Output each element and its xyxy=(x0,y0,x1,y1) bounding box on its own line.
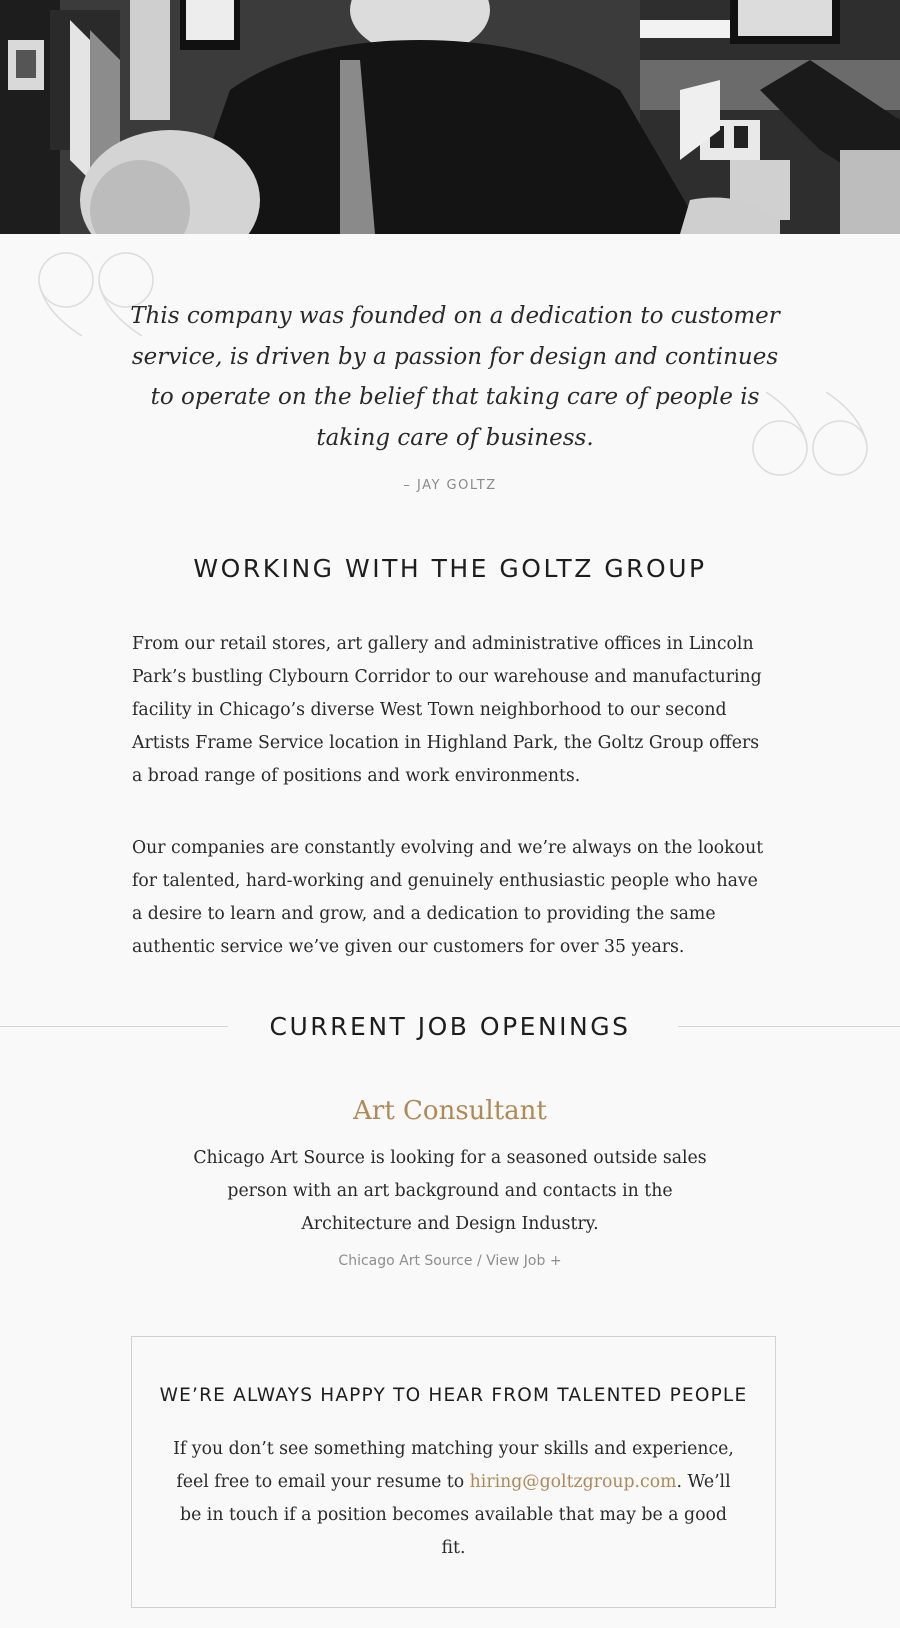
openings-heading xyxy=(0,1012,900,1044)
contact-box xyxy=(131,1336,776,1608)
divider-right xyxy=(678,1026,900,1027)
email-link[interactable]: hiring@goltzgroup.com xyxy=(469,1472,677,1492)
job-company: Chicago Art Source xyxy=(338,1253,473,1269)
plus-icon: + xyxy=(549,1253,562,1269)
contact-text xyxy=(172,1433,735,1565)
job-description: Chicago Art Source is looking for a seasoned outside sales person with an art background and contacts in the Architecture and Design Industry. xyxy=(193,1148,707,1234)
contact-text-before: If you don’t see something matching your skills and experience, feel free to email your resume to xyxy=(173,1439,734,1492)
photo-of-framer-in-shop xyxy=(0,0,900,234)
quote-text: This company was founded on a dedication to customer service, is driven by a passion for design and continues to operate on the belief that taking care of people is taking care of business. xyxy=(130,303,780,451)
view-job-link[interactable] xyxy=(486,1253,561,1269)
working-paragraph-2: Our companies are constantly evolving and we’re always on the lookout for talented, hard-working and genuinely enthusiastic people who have a desire to learn and grow, and a dedication to providing the same authentic service we’ve given our customers for over 35 years. xyxy=(132,838,764,957)
job-meta xyxy=(0,1253,900,1269)
view-job-label: View Job xyxy=(486,1253,546,1269)
close-quote-icon xyxy=(752,392,872,476)
openings-title: CURRENT JOB OPENINGS xyxy=(269,1012,631,1041)
working-title: WORKING WITH THE GOLTZ GROUP xyxy=(193,554,707,583)
quote-section xyxy=(0,234,900,534)
working-paragraph-1: From our retail stores, art gallery and administrative offices in Lincoln Park’s bustling Clybourn Corridor to our warehouse and manufacturing facility in Chicago’s diverse West Town neighborhood to our second Artists Frame Service location in Highland Park, the Goltz Group offers a broad range of positions and work environments. xyxy=(132,634,762,786)
contact-text-after: . We’ll be in touch if a position becomes available that may be a good fit. xyxy=(180,1472,731,1558)
contact-title: WE’RE ALWAYS HAPPY TO HEAR FROM TALENTED PEOPLE xyxy=(159,1385,748,1406)
job-title[interactable]: Art Consultant xyxy=(353,1096,547,1126)
quote-author: – JAY GOLTZ xyxy=(403,478,497,493)
job-separator: / xyxy=(472,1253,487,1269)
hero-photo xyxy=(0,0,900,234)
